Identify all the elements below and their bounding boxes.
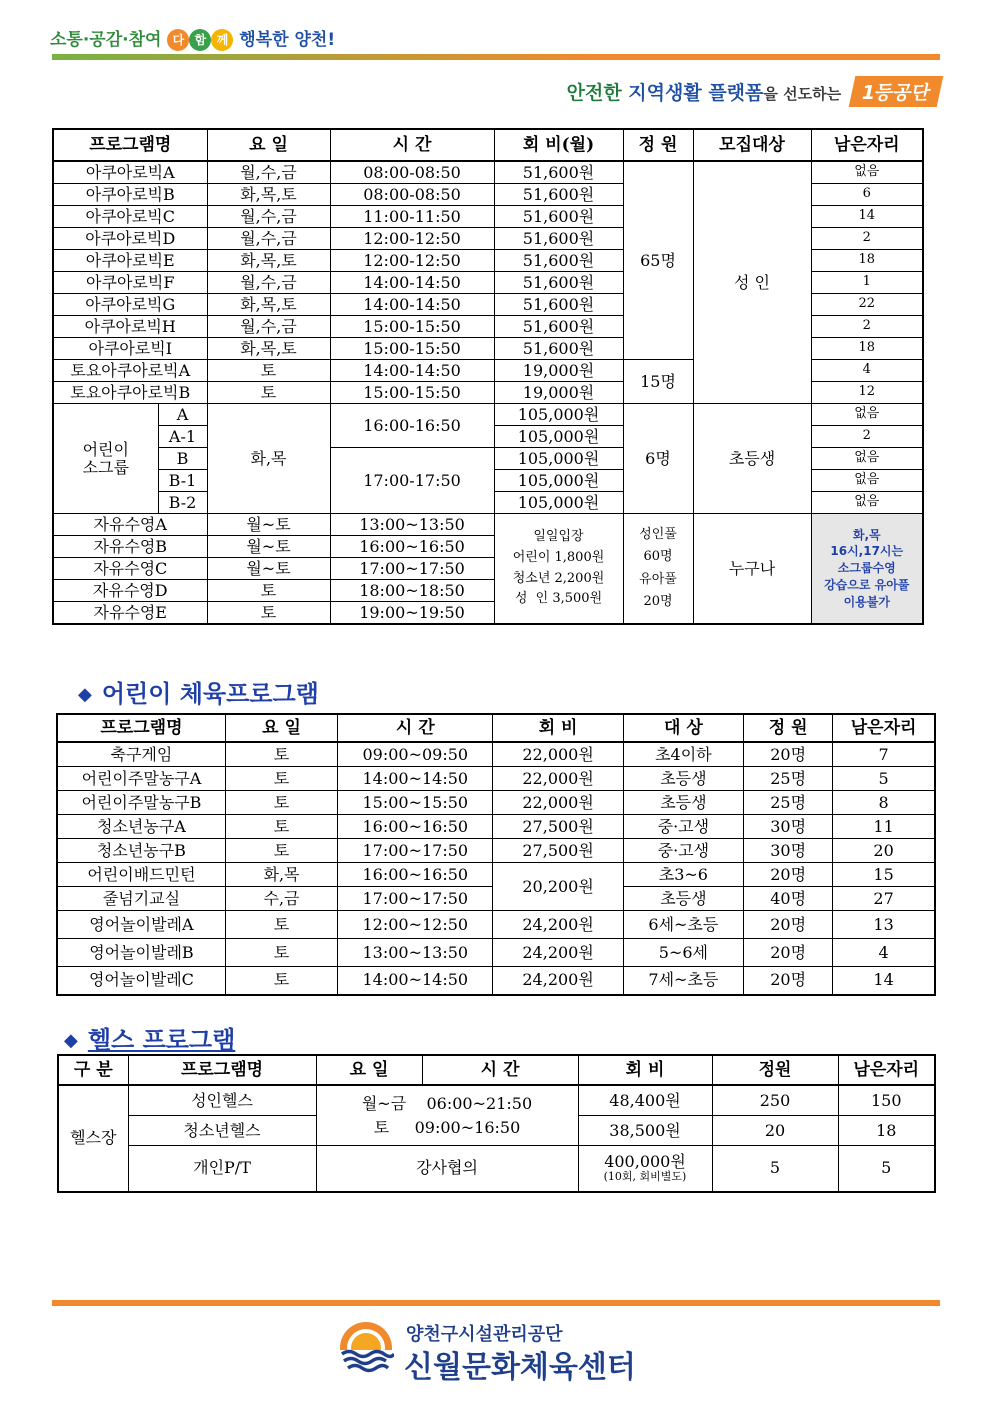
program-capacity: 40명	[744, 887, 833, 911]
col-header: 정 원	[623, 129, 693, 161]
sun-wave-logo-icon	[338, 1320, 394, 1376]
program-name: 청소년농구B	[57, 839, 225, 863]
program-day: 화,목,토	[207, 250, 330, 272]
col-header: 구 분	[58, 1055, 128, 1085]
col-header: 프로그램명	[57, 714, 225, 742]
kids-class: B	[158, 448, 207, 470]
health-section-title-text: 헬스 프로그램	[87, 1026, 236, 1054]
program-fee: 51,600원	[494, 184, 623, 206]
program-time: 16:00~16:50	[338, 815, 493, 839]
program-time: 17:00~17:50	[338, 839, 493, 863]
program-time: 17:00~17:50	[338, 887, 493, 911]
motto-badge: 1등공단	[848, 76, 943, 107]
kids-remaining: 2	[811, 426, 923, 448]
program-remaining: 18	[811, 338, 923, 360]
program-time: 14:00~14:50	[338, 967, 493, 995]
col-header: 프로그램명	[128, 1055, 316, 1085]
table-row	[57, 939, 935, 967]
program-day: 토	[225, 791, 337, 815]
program-day: 화,목	[225, 863, 337, 887]
program-remaining: 2	[811, 228, 923, 250]
program-name: 아쿠아로빅C	[53, 206, 207, 228]
col-header: 대 상	[623, 714, 743, 742]
program-remaining: 14	[811, 206, 923, 228]
table-row	[57, 815, 935, 839]
table-header-row	[58, 1055, 935, 1085]
program-fee: 22,000원	[493, 791, 623, 815]
program-remaining: 4	[833, 939, 935, 967]
kids-class: B-1	[158, 470, 207, 492]
col-header: 요 일	[316, 1055, 422, 1085]
program-time: 16:00~16:50	[338, 863, 493, 887]
table-row	[53, 404, 923, 426]
program-fee: 51,600원	[494, 272, 623, 294]
table-row	[57, 863, 935, 887]
kids-fee: 105,000원	[494, 404, 623, 426]
note-line: 강습으로 유아풀	[824, 577, 910, 592]
kids-time: 17:00-17:50	[330, 448, 494, 514]
free-fee-line: 어린이 1,800원	[512, 549, 605, 565]
table-row	[57, 767, 935, 791]
program-time: 11:00-11:50	[330, 206, 494, 228]
diamond-icon: ◆	[64, 1030, 78, 1051]
program-fee: 51,600원	[494, 206, 623, 228]
program-capacity: 20	[712, 1116, 838, 1146]
col-header: 시 간	[330, 129, 494, 161]
program-name: 축구게임	[57, 742, 225, 767]
free-capacity-line: 유아풀	[639, 571, 677, 587]
program-time: 12:00-12:50	[330, 250, 494, 272]
diamond-icon: ◆	[78, 684, 92, 705]
program-remaining: 없음	[811, 161, 923, 184]
free-swim-fee	[494, 514, 623, 625]
kids-fee: 105,000원	[494, 426, 623, 448]
program-name: 줄넘기교실	[57, 887, 225, 911]
pt-fee	[578, 1146, 712, 1192]
col-header: 회 비(월)	[494, 129, 623, 161]
program-day: 월~토	[207, 536, 330, 558]
program-remaining: 1	[811, 272, 923, 294]
program-fee: 24,200원	[493, 911, 623, 939]
program-day: 토	[207, 360, 330, 382]
kids-remaining: 없음	[811, 448, 923, 470]
table-row	[57, 911, 935, 939]
program-remaining: 6	[811, 184, 923, 206]
table-row	[57, 839, 935, 863]
program-capacity: 30명	[744, 815, 833, 839]
program-fee: 20,200원	[493, 863, 623, 911]
col-header: 모집대상	[693, 129, 811, 161]
program-day: 수,금	[225, 887, 337, 911]
program-day: 화,목,토	[207, 294, 330, 316]
motto-part-3: 을 선도하는	[763, 85, 842, 103]
header-motto	[567, 76, 940, 107]
kids-capacity: 6명	[623, 404, 693, 514]
program-remaining: 150	[838, 1085, 935, 1116]
slogan-word-2: 함	[189, 29, 211, 51]
program-name: 개인P/T	[128, 1146, 316, 1192]
free-capacity-line: 60명	[643, 549, 673, 565]
program-time: 08:00-08:50	[330, 161, 494, 184]
program-time: 13:00~13:50	[338, 939, 493, 967]
program-name: 영어놀이발레B	[57, 939, 225, 967]
program-remaining: 14	[833, 967, 935, 995]
program-capacity: 20명	[744, 939, 833, 967]
program-name: 토요아쿠아로빅A	[53, 360, 207, 382]
program-name: 아쿠아로빅G	[53, 294, 207, 316]
program-day: 월~토	[207, 514, 330, 536]
program-remaining: 13	[833, 911, 935, 939]
note-line: 16시,17시는	[830, 544, 904, 559]
program-fee: 22,000원	[493, 767, 623, 791]
program-name: 영어놀이발레A	[57, 911, 225, 939]
program-name: 아쿠아로빅B	[53, 184, 207, 206]
program-name: 자유수영C	[53, 558, 207, 580]
col-header: 남은자리	[833, 714, 935, 742]
program-day: 월,수,금	[207, 316, 330, 338]
program-capacity: 250	[712, 1085, 838, 1116]
slogan-suffix: 행복한 양천!	[239, 30, 336, 50]
program-fee: 19,000원	[494, 382, 623, 404]
program-time: 14:00~14:50	[338, 767, 493, 791]
health-section-title	[64, 1020, 235, 1055]
program-name: 영어놀이발레C	[57, 967, 225, 995]
program-target: 초등생	[623, 887, 743, 911]
program-time: 14:00-14:50	[330, 272, 494, 294]
kids-fee: 105,000원	[494, 492, 623, 514]
program-fee: 400,000원	[604, 1152, 686, 1172]
table-row	[53, 161, 923, 184]
program-day: 토	[225, 967, 337, 995]
program-day: 토	[225, 815, 337, 839]
fee-note: (10회, 회비별도)	[603, 1170, 687, 1183]
program-name: 아쿠아로빅E	[53, 250, 207, 272]
table-header-row	[57, 714, 935, 742]
program-day: 월,수,금	[207, 161, 330, 184]
program-target: 초등생	[623, 767, 743, 791]
program-time: 12:00-12:50	[330, 228, 494, 250]
program-fee: 51,600원	[494, 228, 623, 250]
program-name: 아쿠아로빅F	[53, 272, 207, 294]
program-fee: 51,600원	[494, 250, 623, 272]
program-time: 13:00~13:50	[330, 514, 494, 536]
program-time: 15:00-15:50	[330, 316, 494, 338]
program-day: 토	[207, 382, 330, 404]
kids-time: 16:00-16:50	[330, 404, 494, 448]
health-program-table	[57, 1054, 936, 1193]
program-time: 18:00~18:50	[330, 580, 494, 602]
program-day: 토	[225, 911, 337, 939]
program-name: 자유수영B	[53, 536, 207, 558]
kids-fee: 105,000원	[494, 448, 623, 470]
program-remaining: 7	[833, 742, 935, 767]
kids-target: 초등생	[693, 404, 811, 514]
free-capacity-line: 성인풀	[639, 527, 677, 543]
org-main-name: 신월문화체육센터	[404, 1350, 636, 1385]
program-day: 토	[225, 767, 337, 791]
table-row	[58, 1085, 935, 1116]
program-remaining: 2	[811, 316, 923, 338]
aerobic-capacity: 65명	[623, 161, 693, 360]
free-swim-note	[811, 514, 923, 625]
program-day: 화,목,토	[207, 338, 330, 360]
kids-class: B-2	[158, 492, 207, 514]
note-line: 소그룹수영	[837, 561, 896, 576]
program-name: 아쿠아로빅I	[53, 338, 207, 360]
program-day: 토	[225, 839, 337, 863]
program-fee: 51,600원	[494, 161, 623, 184]
program-fee: 24,200원	[493, 967, 623, 995]
program-remaining: 12	[811, 382, 923, 404]
program-time: 14:00-14:50	[330, 294, 494, 316]
program-remaining: 15	[833, 863, 935, 887]
program-target: 초4이하	[623, 742, 743, 767]
program-name: 자유수영A	[53, 514, 207, 536]
program-name: 청소년헬스	[128, 1116, 316, 1146]
adult-target: 성 인	[693, 161, 811, 404]
program-day: 토	[225, 742, 337, 767]
program-day: 토	[225, 939, 337, 967]
kids-program-table	[56, 713, 936, 996]
program-capacity: 20명	[744, 742, 833, 767]
saturday-capacity: 15명	[623, 360, 693, 404]
program-name: 아쿠아로빅A	[53, 161, 207, 184]
program-fee: 22,000원	[493, 742, 623, 767]
table-row	[57, 742, 935, 767]
program-name: 자유수영E	[53, 602, 207, 625]
schedule-line: 토 09:00~16:50	[373, 1117, 521, 1137]
footer-divider	[52, 1300, 940, 1306]
col-header: 요 일	[207, 129, 330, 161]
free-fee-line: 청소년 2,200원	[512, 570, 605, 586]
program-fee: 27,500원	[493, 815, 623, 839]
program-day: 월,수,금	[207, 272, 330, 294]
program-name: 자유수영D	[53, 580, 207, 602]
program-time: 12:00~12:50	[338, 911, 493, 939]
program-target: 6세~초등	[623, 911, 743, 939]
program-day: 토	[207, 580, 330, 602]
program-time: 16:00~16:50	[330, 536, 494, 558]
program-fee: 51,600원	[494, 338, 623, 360]
motto-part-1: 안전한	[566, 82, 622, 104]
program-remaining: 18	[811, 250, 923, 272]
col-header: 남은자리	[811, 129, 923, 161]
slogan-prefix: 소통·공감·참여	[50, 30, 162, 50]
col-header: 회 비	[493, 714, 623, 742]
col-header: 남은자리	[838, 1055, 935, 1085]
program-fee: 19,000원	[494, 360, 623, 382]
program-target: 5~6세	[623, 939, 743, 967]
free-swim-capacity	[623, 514, 693, 625]
col-header: 프로그램명	[53, 129, 207, 161]
program-capacity: 5	[712, 1146, 838, 1192]
program-capacity: 30명	[744, 839, 833, 863]
footer-logo	[338, 1318, 668, 1385]
program-fee: 51,600원	[494, 294, 623, 316]
program-fee: 38,500원	[578, 1116, 712, 1146]
kids-group-name: 어린이 소그룹	[53, 404, 158, 514]
kids-fee: 105,000원	[494, 470, 623, 492]
program-remaining: 27	[833, 887, 935, 911]
free-swim-target: 누구나	[693, 514, 811, 625]
slogan-word-1: 다	[167, 29, 189, 51]
free-fee-line: 성 인 3,500원	[514, 591, 603, 607]
col-header: 요 일	[225, 714, 337, 742]
program-fee: 48,400원	[578, 1085, 712, 1116]
health-category: 헬스장	[58, 1085, 128, 1192]
program-fee: 24,200원	[493, 939, 623, 967]
program-capacity: 25명	[744, 791, 833, 815]
program-day: 화,목,토	[207, 184, 330, 206]
program-time: 17:00~17:50	[330, 558, 494, 580]
program-target: 초3~6	[623, 863, 743, 887]
program-day: 월~토	[207, 558, 330, 580]
col-header: 시 간	[422, 1055, 578, 1085]
swim-program-table	[52, 128, 924, 625]
program-name: 성인헬스	[128, 1085, 316, 1116]
program-remaining: 4	[811, 360, 923, 382]
kids-day: 화,목	[207, 404, 330, 514]
program-remaining: 11	[833, 815, 935, 839]
program-remaining: 5	[833, 767, 935, 791]
slogan-word-3: 께	[211, 29, 233, 51]
program-target: 중·고생	[623, 839, 743, 863]
program-remaining: 8	[833, 791, 935, 815]
program-name: 아쿠아로빅D	[53, 228, 207, 250]
col-header: 시 간	[338, 714, 493, 742]
program-day: 월,수,금	[207, 206, 330, 228]
program-name: 청소년농구A	[57, 815, 225, 839]
program-time: 15:00-15:50	[330, 382, 494, 404]
program-target: 중·고생	[623, 815, 743, 839]
kids-class: A	[158, 404, 207, 426]
program-remaining: 18	[838, 1116, 935, 1146]
kids-remaining: 없음	[811, 470, 923, 492]
program-remaining: 5	[838, 1146, 935, 1192]
free-fee-line: 일일입장	[533, 528, 584, 544]
table-row	[58, 1146, 935, 1192]
table-row	[53, 514, 923, 536]
free-capacity-line: 20명	[643, 593, 673, 609]
table-row	[57, 967, 935, 995]
program-time: 08:00-08:50	[330, 184, 494, 206]
kids-remaining: 없음	[811, 492, 923, 514]
program-time: 14:00-14:50	[330, 360, 494, 382]
kids-section-title	[78, 674, 319, 709]
program-time: 15:00~15:50	[338, 791, 493, 815]
col-header: 정 원	[744, 714, 833, 742]
program-fee: 27,500원	[493, 839, 623, 863]
note-line: 이용불가	[843, 594, 890, 609]
program-name: 토요아쿠아로빅B	[53, 382, 207, 404]
program-capacity: 25명	[744, 767, 833, 791]
program-capacity: 20명	[744, 863, 833, 887]
kids-section-title-text: 어린이 체육프로그램	[101, 680, 319, 708]
health-schedule	[316, 1085, 578, 1146]
header-slogan	[50, 25, 335, 51]
program-fee: 51,600원	[494, 316, 623, 338]
program-name: 아쿠아로빅H	[53, 316, 207, 338]
program-capacity: 20명	[744, 967, 833, 995]
program-remaining: 22	[811, 294, 923, 316]
program-name: 어린이주말농구A	[57, 767, 225, 791]
program-time: 09:00~09:50	[338, 742, 493, 767]
program-name: 어린이배드민턴	[57, 863, 225, 887]
program-day: 월,수,금	[207, 228, 330, 250]
program-target: 7세~초등	[623, 967, 743, 995]
motto-part-2: 지역생활 플랫폼	[628, 82, 764, 104]
note-line: 화,목	[852, 527, 881, 542]
program-schedule: 강사협의	[316, 1146, 578, 1192]
program-time: 15:00-15:50	[330, 338, 494, 360]
col-header: 정원	[712, 1055, 838, 1085]
table-header-row	[53, 129, 923, 161]
kids-class: A-1	[158, 426, 207, 448]
program-day: 토	[207, 602, 330, 625]
program-target: 초등생	[623, 791, 743, 815]
program-time: 19:00~19:50	[330, 602, 494, 625]
schedule-line: 월~금 06:00~21:50	[361, 1093, 533, 1113]
table-row	[57, 791, 935, 815]
kids-remaining: 없음	[811, 404, 923, 426]
org-sub-name: 양천구시설관리공단	[406, 1324, 563, 1345]
program-name: 어린이주말농구B	[57, 791, 225, 815]
program-capacity: 20명	[744, 911, 833, 939]
col-header: 회 비	[578, 1055, 712, 1085]
header-divider	[52, 54, 940, 60]
program-remaining: 20	[833, 839, 935, 863]
